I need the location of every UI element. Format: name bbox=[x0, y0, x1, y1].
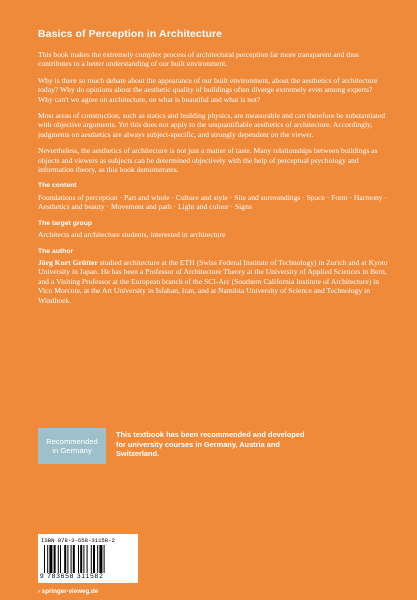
aesthetics-paragraph: Nevertheless, the aesthetics of architecture is not just a matter of taste. Many relationships between buildings as objects and viewers as subjects can be determined objectively with the help of perceptual psychology and information theory, as this book demonstrates. bbox=[38, 146, 378, 175]
author-name: Jörg Kurt Grütter bbox=[38, 257, 98, 267]
construction-paragraph: Most areas of construction, such as statics and building physics, are measurable and can therefore be substantiated with objective arguments. Yet this does not apply to the unquantifiable aesthetics of architecture. Accordingly, judgments on aesthetics are always subject-specific, and strongly dependent on the viewer. bbox=[38, 111, 386, 139]
intro-paragraph: This book makes the extremely complex process of architectural perception far more transparent and thus contributes to a better understanding of our built environment. bbox=[38, 50, 359, 69]
recommended-text: This textbook has been recommended and developed for university courses in Germany, Austria and Switzerland. bbox=[116, 430, 305, 459]
badge-line-1: Recommended bbox=[46, 436, 98, 446]
content-heading: The content bbox=[38, 182, 77, 190]
badge-line-2: in Germany bbox=[52, 446, 92, 455]
author-bio: studied architecture at the ETH (Swiss Federal Institute of Technology) in Zurich and at Kyoto University in Japan. He has been a Professor of Architecture Theory at the University of Applied Sciences in Bern, and a Visiting Professor at the European branch of the SCI-Arc (Southern California Institute of Architecture) in Vico Morcote, at the Art University in Isfahan, Iran, and at Namibia University of Science and Technology in Windhoek. bbox=[38, 257, 388, 305]
recommended-badge bbox=[38, 428, 106, 464]
barcode-digits: 9 783658 311582 bbox=[40, 573, 104, 580]
target-group-text: Architects and architecture students, interested in architecture bbox=[38, 230, 226, 240]
isbn-text: ISBN 978-3-658-31158-2 bbox=[41, 537, 115, 544]
author-heading: The author bbox=[38, 247, 74, 255]
barcode bbox=[38, 534, 138, 583]
book-title: Basics of Perception in Architecture bbox=[38, 28, 223, 40]
author-text bbox=[38, 258, 388, 305]
back-cover-text bbox=[38, 50, 388, 312]
target-group-heading: The target group bbox=[38, 219, 92, 227]
barcode-bars bbox=[44, 545, 132, 573]
question-paragraph: Why is there so much debate about the appearance of our built environment, about the aesthetics of architecture today? Why do opinions about the aesthetic quality of buildings often diverge extremely even among experts? Why can't we agree on architecture, on what is beautiful and what is not? bbox=[38, 75, 378, 104]
content-text: Foundations of perception · Part and whole · Culture and style · Site and surroundings · Space · Form · Harmony · Aesthetics and beauty · Movement and path · Light and colour · Signs bbox=[38, 192, 388, 212]
publisher-website: › springer-vieweg.de bbox=[38, 588, 99, 595]
